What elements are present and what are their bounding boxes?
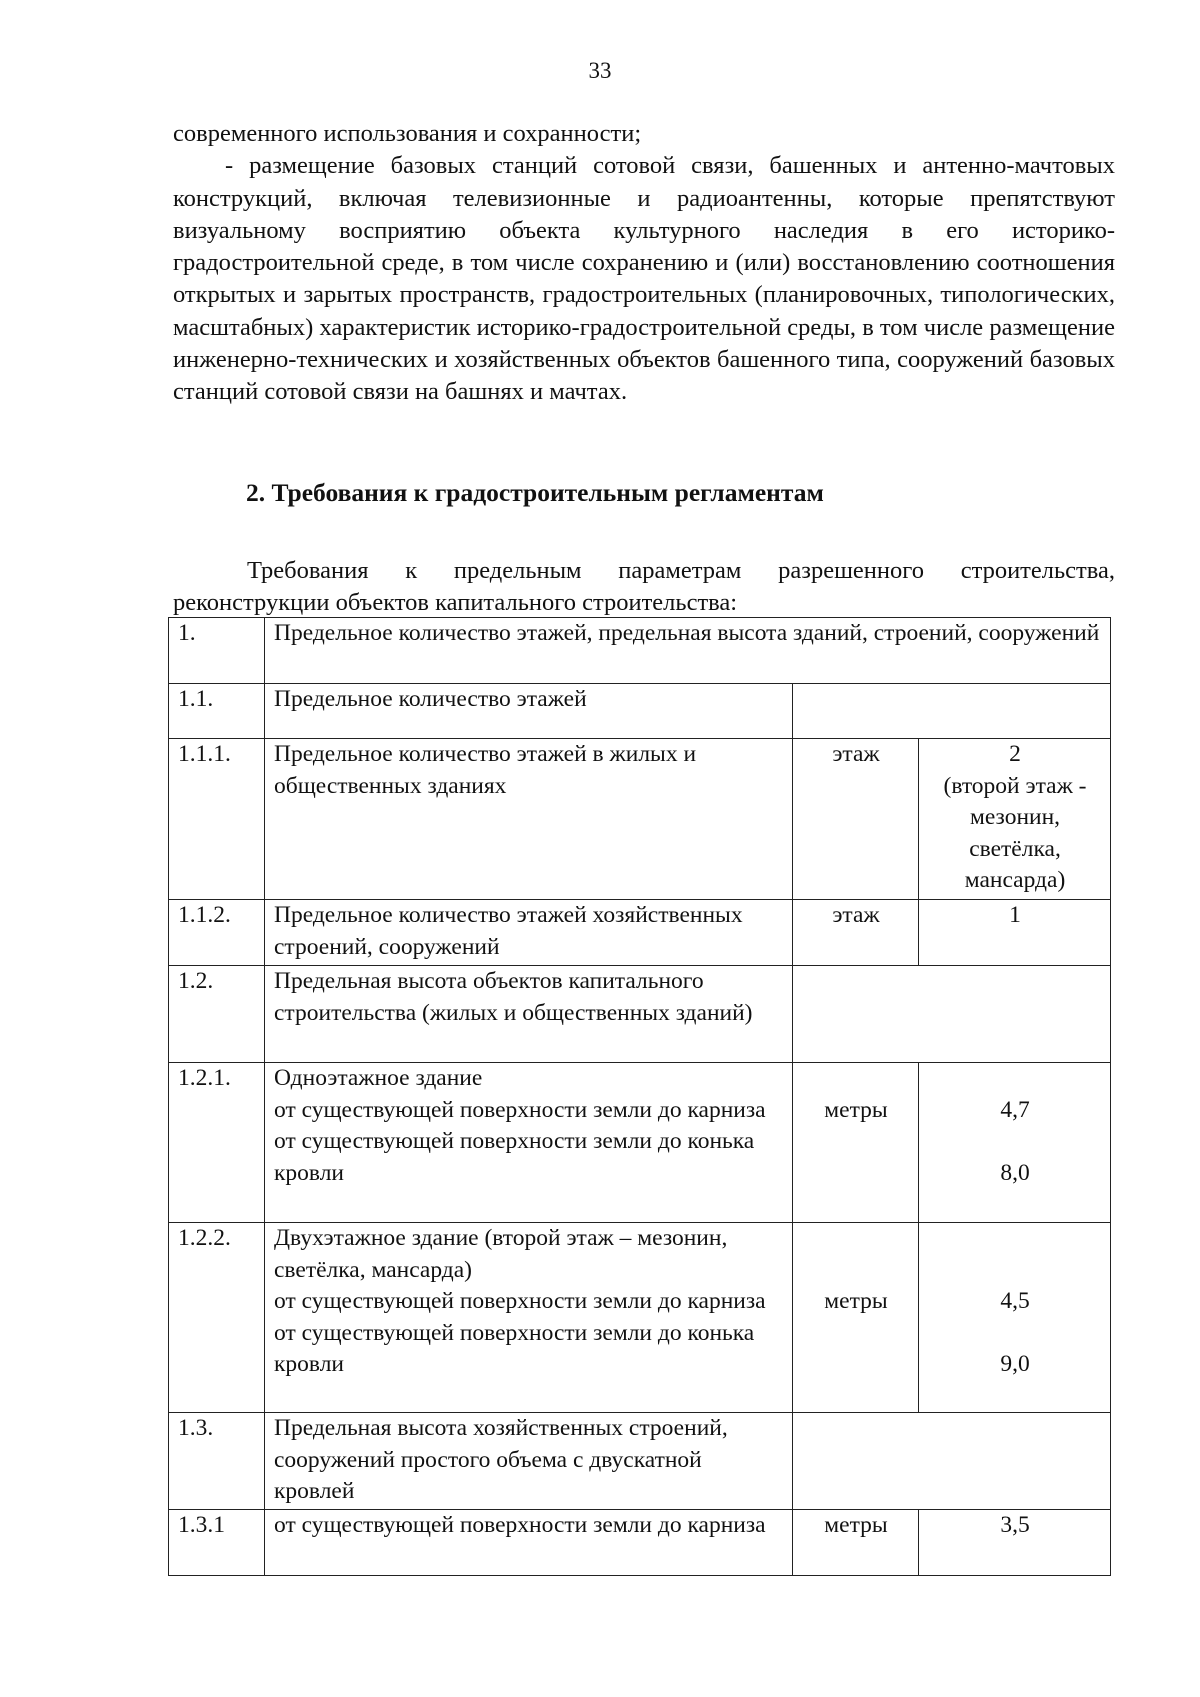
row-description: Предельное количество этажей [265,684,793,739]
value-number: 4,7 [1000,1096,1030,1123]
row-number: 1.2. [169,966,265,1063]
table-row [169,684,1111,739]
empty-cell [793,966,1111,1063]
row-number: 1.1. [169,684,265,739]
value-note: (второй этаж - мезонин, светёлка, мансарда) [943,772,1087,893]
value-number: 4,5 [1000,1288,1030,1314]
row-description: Предельное количество этажей, предельная высота зданий, строений, сооружений [265,618,1111,684]
table-row [169,618,1111,684]
row-line: от существующей поверхности земли до карниза [274,1096,766,1123]
table-row [169,966,1111,1063]
row-description: Предельное количество этажей хозяйственных строений, сооружений [265,900,793,966]
row-unit: этаж [793,739,919,900]
value-number: 8,0 [1000,1159,1030,1186]
row-number: 1.1.1. [169,739,265,900]
table-row [169,900,1111,966]
section-heading: 2. Требования к градостроительным регламентам [246,478,824,507]
row-number: 1.2.2. [169,1223,265,1413]
intro-paragraph: Требования к предельным параметрам разрешенного строительства, реконструкции объектов капитального строительства: [173,557,1115,616]
row-number: 1.2.1. [169,1063,265,1223]
value-number: 2 [1009,741,1021,767]
table-row [169,1413,1111,1510]
row-value [919,1063,1111,1223]
unit-label: метры [824,1288,888,1314]
table-row [169,1223,1111,1413]
row-number: 1.3. [169,1413,265,1510]
row-description [265,1223,793,1413]
parameters-table [168,617,1111,1576]
row-value [919,1223,1111,1413]
body-text [173,118,1115,409]
table-row [169,1510,1111,1576]
unit-label: метры [824,1096,888,1123]
table-row [169,739,1111,900]
row-line: от существующей поверхности земли до конька кровли [274,1319,755,1377]
empty-cell [793,1413,1111,1510]
row-description: от существующей поверхности земли до карниза [265,1510,793,1576]
row-value: 3,5 [919,1510,1111,1576]
row-value [919,739,1111,900]
row-number: 1.3.1 [169,1510,265,1576]
row-description: Предельное количество этажей в жилых и общественных зданиях [265,739,793,900]
row-description [265,1063,793,1223]
row-number: 1.1.2. [169,900,265,966]
empty-cell [793,684,1111,739]
paragraph: современного использования и сохранности; [173,120,642,147]
row-number: 1. [169,618,265,684]
row-title: Двухэтажное здание (второй этаж – мезонин, светёлка, мансарда) [274,1225,728,1283]
row-value: 1 [919,900,1111,966]
row-description: Предельная высота хозяйственных строений, сооружений простого объема с двускатной кровлей [265,1413,793,1510]
row-line: от существующей поверхности земли до карниза [274,1288,766,1314]
row-line: от существующей поверхности земли до конька кровли [274,1128,755,1186]
row-unit [793,1063,919,1223]
page-number: 33 [588,58,612,83]
value-number: 9,0 [1000,1351,1030,1377]
row-description: Предельная высота объектов капитального строительства (жилых и общественных зданий) [265,966,793,1063]
paragraph: - размещение базовых станций сотовой связи, башенных и антенно-мачтовых конструкций, включая телевизионные и радиоантенны, которые препятствуют визуальному восприятию объекта культурного наследия в его историко-градостроительной среде, в том числе сохранению и (или) восстановлению соотношения открытых и зарытых пространств, градостроительных (планировочных, типологических, масштабных) характеристик историко-градостроительной среды, в том числе размещение инженерно-технических и хозяйственных объектов башенного типа, сооружений базовых станций сотовой связи на башнях и мачтах. [173,152,1115,406]
row-unit [793,1223,919,1413]
table-row [169,1063,1111,1223]
row-title: Одноэтажное здание [274,1065,483,1091]
row-unit: метры [793,1510,919,1576]
row-unit: этаж [793,900,919,966]
